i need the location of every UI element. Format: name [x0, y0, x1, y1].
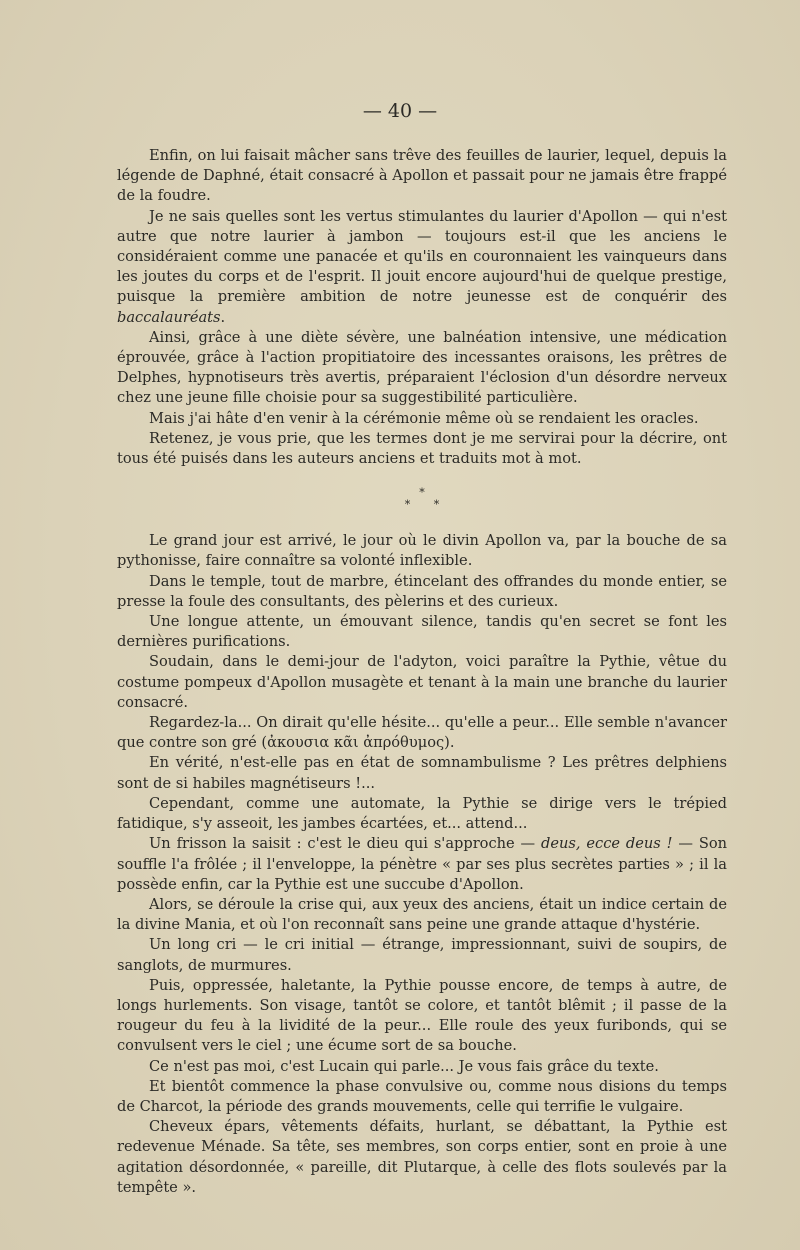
- paragraph: [117, 895, 727, 935]
- paragraph-text: Un frisson la saisit : c'est le dieu qui s'approche —: [149, 835, 536, 853]
- paragraph: [117, 976, 727, 1057]
- italic-text: deus, ecce deus !: [541, 835, 673, 853]
- paragraph-text: Puis, oppressée, haletante, la Pythie pousse encore, de temps à autre, de longs hurlements. Son visage, tantôt se colore, et tantôt blêmit ; il passe de la rougeur du feu à la lividité de la peur... Elle roule des yeux furibonds, qui se convulsent vers le ciel ; une écume sort de sa bouche.: [117, 976, 727, 1055]
- paragraph: [117, 207, 727, 328]
- asterism-separator: [117, 487, 727, 511]
- page-text: [117, 146, 727, 1198]
- paragraph-text-tail: .: [220, 308, 226, 326]
- paragraph: [117, 794, 727, 834]
- page-number: — 40 —: [362, 100, 438, 122]
- section-2: [117, 531, 727, 1198]
- paragraph-text: Une longue attente, un émouvant silence, tandis qu'en secret se font les dernières purifications.: [117, 613, 727, 651]
- paragraph-text: Un long cri — le cri initial — étrange, impressionnant, suivi de soupirs, de sanglots, de murmures.: [117, 936, 727, 974]
- paragraph-text: Cependant, comme une automate, la Pythie se dirige vers le trépied fatidique, s'y asseoit, les jambes écartées, et... attend...: [117, 794, 727, 833]
- asterism-top: *: [419, 486, 425, 500]
- paragraph: [117, 572, 727, 612]
- paragraph: [117, 935, 727, 975]
- paragraph-text: Regardez-la... On dirait qu'elle hésite... qu'elle a peur... Elle semble n'avancer que contre son gré (ἀκουσια κᾶι ἀπρόθυμος).: [117, 714, 727, 752]
- paragraph-text: Cheveux épars, vêtements défaits, hurlant, se débattant, la Pythie est redevenue Ménade. Sa tête, ses membres, son corps entier, sont en proie à une agitation désordonnée, « pareille, dit Plutarque, à celle des flots soulevés par la tempête ».: [117, 1118, 727, 1196]
- paragraph-text: Ainsi, grâce à une diète sévère, une balnéation intensive, une médication éprouvée, grâce à l'action propitiatoire des incessantes oraisons, les prêtres de Delphes, hypnotiseurs très avertis, préparaient l'éclosion d'un désordre nerveux chez une jeune fille choisie pour sa suggestibilité particulière.: [117, 328, 727, 407]
- paragraph-text: Alors, se déroule la crise qui, aux yeux des anciens, était un indice certain de la divine Mania, et où l'on reconnaît sans peine une grande attaque d'hystérie.: [117, 895, 727, 934]
- paragraph: [117, 531, 727, 571]
- paragraph: [117, 1077, 727, 1117]
- paragraph: [117, 652, 727, 713]
- paragraph-text-tail: — Son souffle l'a frôlée ; il l'enveloppe, la pénètre « par ses plus secrètes parties » ; il la possède enfin, car la Pythie est une succube d'Apollon.: [117, 835, 727, 893]
- paragraph: [117, 834, 727, 895]
- paragraph-text: Le grand jour est arrivé, le jour où le divin Apollon va, par la bouche de sa pythonisse, faire connaître sa volonté inflexible.: [117, 532, 727, 570]
- paragraph-text: Mais j'ai hâte d'en venir à la cérémonie même où se rendaient les oracles.: [149, 409, 699, 427]
- paragraph-text: Et bientôt commence la phase convulsive ou, comme nous disions du temps de Charcot, la période des grands mouvements, celle qui terrifie le vulgaire.: [117, 1077, 727, 1115]
- paragraph: [117, 713, 727, 753]
- paragraph-text: Je ne sais quelles sont les vertus stimulantes du laurier d'Apollon — qui n'est autre que notre laurier à jambon — toujours est-il que les anciens le considéraient comme une panacée et qu'ils en couronnaient les vainqueurs dans les joutes du corps et de l'esprit. Il jouit encore aujourd'hui de quelque prestige, puisque la première ambition de notre jeunesse est de conquérir des: [117, 207, 727, 306]
- asterism-bottom: * *: [404, 498, 450, 512]
- paragraph: [117, 146, 727, 207]
- paragraph: [117, 612, 727, 652]
- paragraph: [117, 409, 727, 429]
- paragraph-text: Retenez, je vous prie, que les termes dont je me servirai pour la décrire, ont tous été puisés dans les auteurs anciens et traduits mot à mot.: [117, 429, 727, 468]
- paragraph: [117, 429, 727, 469]
- paragraph: [117, 1117, 727, 1198]
- paragraph-text: Soudain, dans le demi-jour de l'adyton, voici paraître la Pythie, vêtue du costume pompeux d'Apollon musagète et tenant à la main une branche du laurier consacré.: [117, 653, 727, 711]
- paragraph: [117, 753, 727, 793]
- paragraph-text: En vérité, n'est-elle pas en état de somnambulisme ? Les prêtres delphiens sont de si habiles magnétiseurs !...: [117, 754, 727, 792]
- section-1: [117, 146, 727, 469]
- paragraph-text: Dans le temple, tout de marbre, étincelant des offrandes du monde entier, se presse la foule des consultants, des pèlerins et des curieux.: [117, 572, 727, 610]
- paragraph-text: Enfin, on lui faisait mâcher sans trêve des feuilles de laurier, lequel, depuis la légende de Daphné, était consacré à Apollon et passait pour ne jamais être frappé de la foudre.: [117, 147, 727, 205]
- paragraph-text: Ce n'est pas moi, c'est Lucain qui parle... Je vous fais grâce du texte.: [149, 1057, 659, 1075]
- paragraph: [117, 328, 727, 409]
- italic-text: baccalauréats: [117, 308, 221, 326]
- paragraph: [117, 1057, 727, 1077]
